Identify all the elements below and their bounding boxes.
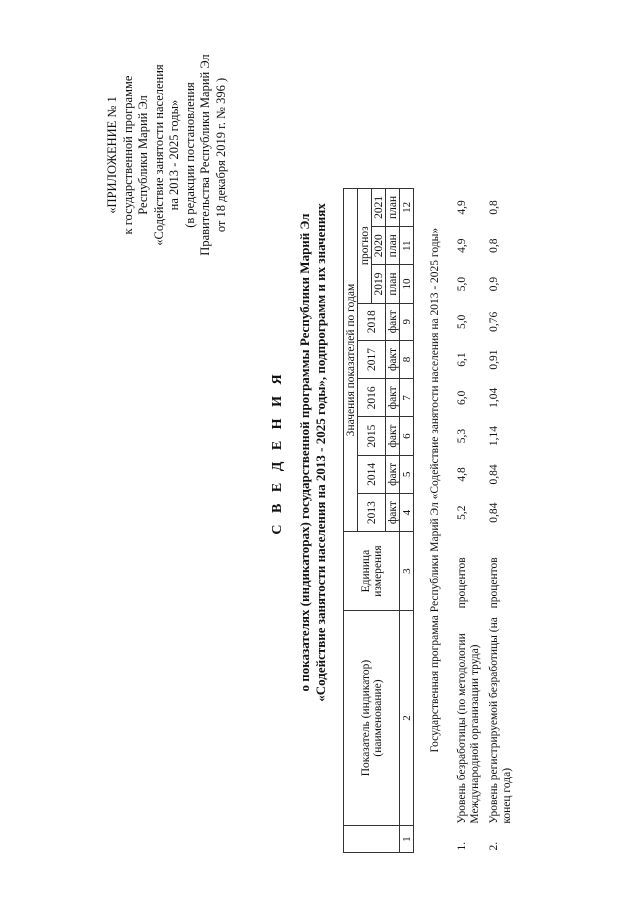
row-indicator: Уровень безработицы (по методологии Международной организации труда) bbox=[456, 633, 481, 824]
header-type: факт bbox=[386, 494, 400, 532]
annex-line: на 2013 - 2025 годы» bbox=[167, 99, 181, 211]
header-num bbox=[344, 826, 400, 853]
table-row bbox=[482, 0, 514, 853]
header-type: факт bbox=[386, 340, 400, 378]
header-year: 2018 bbox=[358, 303, 386, 340]
column-number: 4 bbox=[400, 494, 414, 532]
row-value: 6,0 bbox=[456, 390, 468, 405]
column-number: 5 bbox=[400, 455, 414, 493]
header-year: 2014 bbox=[358, 455, 386, 493]
row-value: 0,76 bbox=[488, 311, 500, 332]
row-value: 5,3 bbox=[456, 428, 468, 444]
row-value: 0,8 bbox=[488, 238, 500, 253]
annex-line: «ПРИЛОЖЕНИЕ № 1 bbox=[105, 96, 119, 214]
annex-line: «Содействие занятости населения bbox=[151, 64, 166, 246]
header-type: факт bbox=[386, 417, 400, 455]
row-value: 5,0 bbox=[456, 276, 468, 292]
row-value: 1,14 bbox=[488, 426, 500, 447]
annex-line: от 18 декабря 2019 г. № 396 ) bbox=[213, 77, 228, 233]
header-year: 2017 bbox=[358, 340, 386, 378]
header-year: 2016 bbox=[358, 379, 386, 417]
row-value: 0,84 bbox=[488, 502, 500, 523]
row-unit: процентов bbox=[456, 557, 468, 609]
header-values-group: Значения показателей по годам bbox=[344, 188, 358, 532]
row-unit: процентов bbox=[488, 557, 500, 609]
row-number: 1. bbox=[456, 841, 468, 851]
column-number: 12 bbox=[400, 188, 414, 226]
row-number: 2. bbox=[488, 841, 500, 851]
header-year: 2013 bbox=[358, 494, 386, 532]
row-value: 1,04 bbox=[488, 387, 500, 408]
section-heading: Государственная программа Республики Марий Эл «Содействие занятости населения на 2013 - 2025 годы» bbox=[429, 227, 441, 753]
document-subtitle-line1: о показателях (индикаторах) государственной программы Республики Марий Эл bbox=[297, 213, 312, 692]
column-number: 2 bbox=[400, 610, 414, 825]
header-type: факт bbox=[386, 379, 400, 417]
row-value: 5,0 bbox=[456, 314, 468, 329]
row-value: 5,2 bbox=[456, 505, 468, 520]
annex-block bbox=[105, 15, 229, 295]
header-type: план bbox=[386, 227, 400, 265]
annex-line: к государственной программе bbox=[120, 75, 135, 235]
row-value: 0,84 bbox=[488, 464, 500, 485]
row-value: 0,91 bbox=[488, 349, 500, 370]
header-type: факт bbox=[386, 303, 400, 340]
column-number: 6 bbox=[400, 417, 414, 455]
table-spacer bbox=[344, 0, 483, 188]
document-title: С В Е Д Е Н И Я bbox=[270, 370, 285, 535]
header-unit: Единица измерения bbox=[344, 532, 400, 611]
column-number: 11 bbox=[400, 227, 414, 265]
row-value: 0,9 bbox=[488, 276, 500, 292]
header-type: план bbox=[386, 265, 400, 303]
column-number: 7 bbox=[400, 379, 414, 417]
header-year: 2019 bbox=[372, 265, 386, 303]
column-number: 8 bbox=[400, 340, 414, 378]
annex-line: Правительства Республики Марий Эл bbox=[198, 54, 212, 256]
column-number: 3 bbox=[400, 532, 414, 611]
row-value: 4,8 bbox=[456, 467, 468, 482]
row-indicator: Уровень регистрируемой безработицы (на конец года) bbox=[488, 617, 513, 824]
row-value: 6,1 bbox=[456, 352, 468, 367]
header-type: план bbox=[386, 188, 400, 226]
header-forecast: прогноз bbox=[358, 188, 372, 303]
column-number: 10 bbox=[400, 265, 414, 303]
row-value: 4,9 bbox=[456, 238, 468, 253]
indicators-table bbox=[343, 0, 514, 853]
column-number: 9 bbox=[400, 303, 414, 340]
header-indicator: Показатель (индикатор) (наименование) bbox=[344, 610, 400, 825]
annex-line: Республики Марий Эл bbox=[136, 95, 150, 215]
header-year: 2015 bbox=[358, 417, 386, 455]
document-subtitle-line2: «Содействие занятости населения на 2013 - 2025 годы», подпрограмм и их значениях bbox=[313, 203, 328, 702]
header-year: 2021 bbox=[372, 188, 386, 226]
header-type: факт bbox=[386, 455, 400, 493]
annex-line: (в редакции постановления bbox=[182, 82, 197, 228]
header-year: 2020 bbox=[372, 227, 386, 265]
row-value: 4,9 bbox=[456, 200, 468, 215]
column-number: 1 bbox=[400, 826, 414, 853]
row-value: 0,8 bbox=[488, 200, 500, 215]
